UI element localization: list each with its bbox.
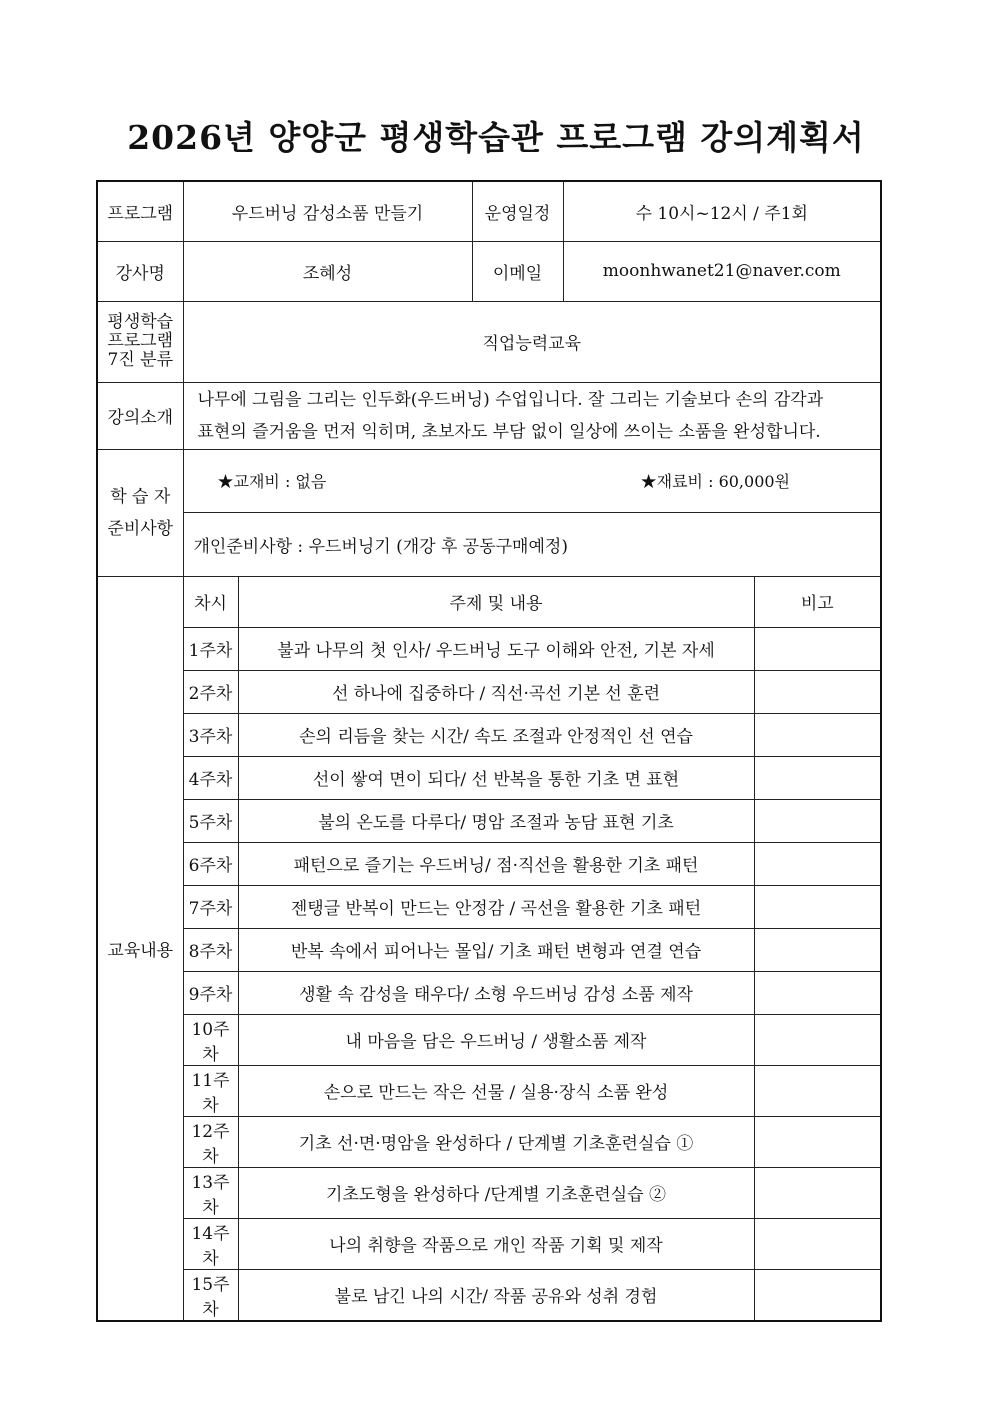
note-cell: [754, 1269, 881, 1321]
session-cell: 3주차: [183, 713, 238, 756]
category-label-line: 7진 분류: [107, 350, 173, 370]
session-cell: 11주차: [183, 1065, 238, 1116]
table-row: [97, 1167, 881, 1218]
table-row: [97, 1218, 881, 1269]
curriculum-label: 교육내용: [97, 576, 183, 1321]
table-row: [97, 971, 881, 1014]
table-row: [97, 756, 881, 799]
note-cell: [754, 885, 881, 928]
session-cell: 12주차: [183, 1116, 238, 1167]
topic-cell: 반복 속에서 피어나는 몰입/ 기초 패턴 변형과 연결 연습: [238, 928, 754, 971]
session-cell: 8주차: [183, 928, 238, 971]
table-row: [97, 799, 881, 842]
session-cell: 2주차: [183, 670, 238, 713]
session-cell: 10주차: [183, 1014, 238, 1065]
program-row: [97, 181, 881, 241]
table-row: [97, 670, 881, 713]
topic-cell: 내 마음을 담은 우드버닝 / 생활소품 제작: [238, 1014, 754, 1065]
category-label: [97, 301, 183, 382]
session-cell: 15주차: [183, 1269, 238, 1321]
schedule-label: 운영일정: [472, 181, 563, 241]
category-value: 직업능력교육: [183, 301, 881, 382]
prep-cost-row: [97, 449, 881, 512]
prep-cost: [183, 449, 881, 512]
instructor-label: 강사명: [97, 241, 183, 301]
table-row: [97, 627, 881, 670]
prep-personal-row: [97, 512, 881, 576]
instructor-value: 조혜성: [183, 241, 472, 301]
schedule-value: 수 10시~12시 / 주1회: [563, 181, 881, 241]
note-cell: [754, 928, 881, 971]
topic-header: 주제 및 내용: [238, 576, 754, 627]
intro-label: 강의소개: [97, 382, 183, 449]
note-cell: [754, 670, 881, 713]
category-row: [97, 301, 881, 382]
program-label: 프로그램: [97, 181, 183, 241]
table-row: [97, 713, 881, 756]
topic-cell: 불로 남긴 나의 시간/ 작품 공유와 성취 경험: [238, 1269, 754, 1321]
prep-label-line: 학 습 자: [110, 486, 171, 507]
session-header: 차시: [183, 576, 238, 627]
topic-cell: 젠탱글 반복이 만드는 안정감 / 곡선을 활용한 기초 패턴: [238, 885, 754, 928]
note-header: 비고: [754, 576, 881, 627]
session-cell: 14주차: [183, 1218, 238, 1269]
intro-line: 나무에 그림을 그리는 인두화(우드버닝) 수업입니다. 잘 그리는 기술보다 손의 감각과: [197, 389, 824, 410]
intro-line: 표현의 즐거움을 먼저 익히며, 초보자도 부담 없이 일상에 쓰이는 소품을 완성합니다.: [197, 421, 821, 442]
table-row: [97, 885, 881, 928]
textbook-cost: ★교재비 : 없음: [217, 472, 327, 491]
note-cell: [754, 713, 881, 756]
topic-cell: 불과 나무의 첫 인사/ 우드버닝 도구 이해와 안전, 기본 자세: [238, 627, 754, 670]
curriculum-header-row: [97, 576, 881, 627]
intro-row: [97, 382, 881, 449]
table-row: [97, 928, 881, 971]
topic-cell: 불의 온도를 다루다/ 명암 조절과 농담 표현 기초: [238, 799, 754, 842]
session-cell: 6주차: [183, 842, 238, 885]
table-row: [97, 1014, 881, 1065]
note-cell: [754, 1218, 881, 1269]
email-label: 이메일: [472, 241, 563, 301]
intro-text: [183, 382, 881, 449]
topic-cell: 선이 쌓여 면이 되다/ 선 반복을 통한 기초 면 표현: [238, 756, 754, 799]
table-row: [97, 1065, 881, 1116]
topic-cell: 기초 선·면·명암을 완성하다 / 단계별 기초훈련실습 ①: [238, 1116, 754, 1167]
note-cell: [754, 1014, 881, 1065]
note-cell: [754, 756, 881, 799]
session-cell: 5주차: [183, 799, 238, 842]
instructor-row: [97, 241, 881, 301]
program-value: 우드버닝 감성소품 만들기: [183, 181, 472, 241]
page-title: 2026년 양양군 평생학습관 프로그램 강의계획서: [127, 118, 865, 157]
topic-cell: 패턴으로 즐기는 우드버닝/ 점·직선을 활용한 기초 패턴: [238, 842, 754, 885]
topic-cell: 나의 취향을 작품으로 개인 작품 기획 및 제작: [238, 1218, 754, 1269]
session-cell: 9주차: [183, 971, 238, 1014]
material-cost: ★재료비 : 60,000원: [640, 472, 791, 491]
topic-cell: 생활 속 감성을 태우다/ 소형 우드버닝 감성 소품 제작: [238, 971, 754, 1014]
topic-cell: 손의 리듬을 찾는 시간/ 속도 조절과 안정적인 선 연습: [238, 713, 754, 756]
note-cell: [754, 627, 881, 670]
category-label-line: 평생학습: [107, 312, 174, 332]
topic-cell: 선 하나에 집중하다 / 직선·곡선 기본 선 훈련: [238, 670, 754, 713]
session-cell: 1주차: [183, 627, 238, 670]
lecture-plan-table: [96, 180, 882, 1322]
prep-personal: 개인준비사항 : 우드버닝기 (개강 후 공동구매예정): [183, 512, 881, 576]
table-row: [97, 1116, 881, 1167]
session-cell: 13주차: [183, 1167, 238, 1218]
prep-label-line: 준비사항: [107, 518, 174, 539]
note-cell: [754, 799, 881, 842]
note-cell: [754, 1167, 881, 1218]
table-row: [97, 1269, 881, 1321]
note-cell: [754, 1065, 881, 1116]
session-cell: 4주차: [183, 756, 238, 799]
topic-cell: 손으로 만드는 작은 선물 / 실용·장식 소품 완성: [238, 1065, 754, 1116]
prep-label: [97, 449, 183, 576]
session-cell: 7주차: [183, 885, 238, 928]
note-cell: [754, 971, 881, 1014]
table-row: [97, 842, 881, 885]
category-label-line: 프로그램: [107, 331, 174, 351]
note-cell: [754, 1116, 881, 1167]
email-value: moonhwanet21@naver.com: [563, 241, 881, 301]
topic-cell: 기초도형을 완성하다 /단계별 기초훈련실습 ②: [238, 1167, 754, 1218]
note-cell: [754, 842, 881, 885]
